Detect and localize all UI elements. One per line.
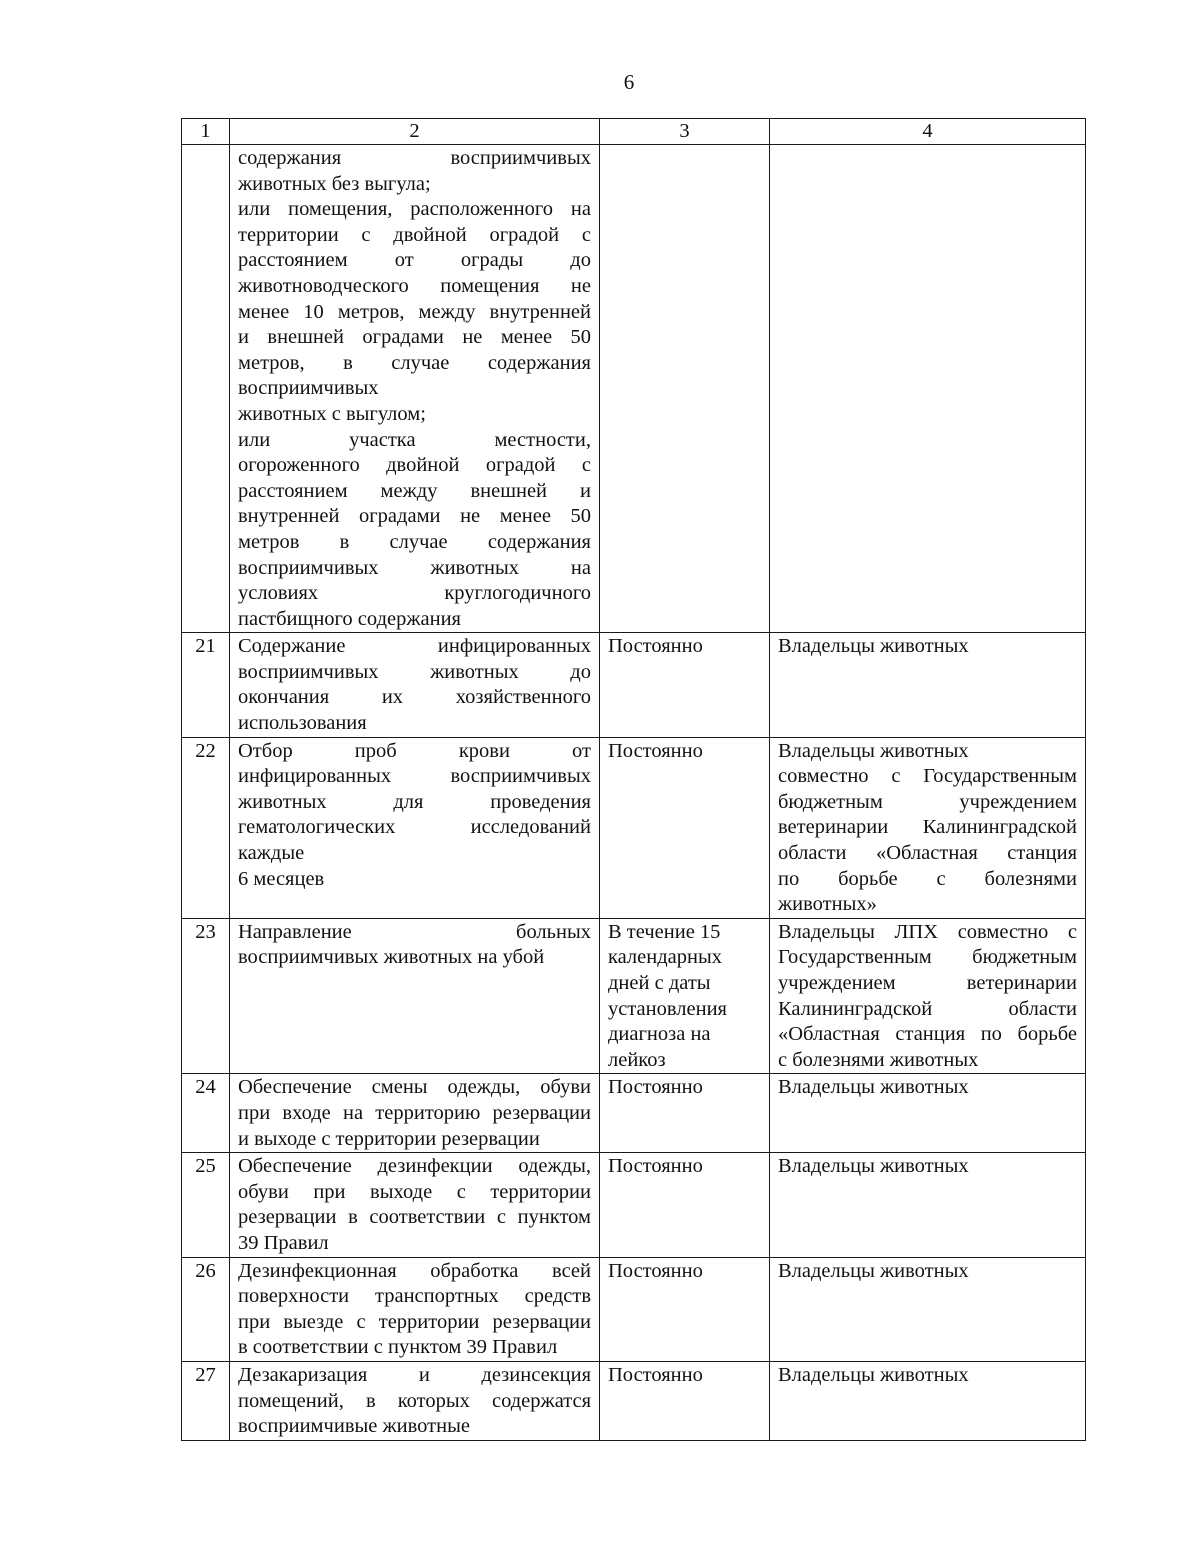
measure-text-line: Содержание инфицированных bbox=[238, 635, 591, 658]
responsible-cell-line: области «Областная станция bbox=[778, 842, 1077, 865]
term-cell-line: Постоянно bbox=[608, 1259, 703, 1282]
row-number bbox=[182, 145, 230, 633]
measure-text-line: помещений, в которых содержатся bbox=[238, 1389, 591, 1412]
measure-text-line: пастбищного содержания bbox=[238, 607, 461, 630]
measure-text-line: гематологических исследований bbox=[238, 816, 591, 839]
row-number: 25 bbox=[182, 1153, 230, 1257]
measure-text bbox=[230, 918, 600, 1074]
responsible-cell-line: Владельцы животных bbox=[778, 1259, 969, 1282]
measure-text-line: каждые bbox=[238, 842, 305, 865]
measure-text-line: 6 месяцев bbox=[238, 867, 325, 890]
row-number: 24 bbox=[182, 1074, 230, 1153]
responsible-cell bbox=[770, 1153, 1086, 1257]
measure-text-line: резервации в соответствии с пунктом bbox=[238, 1206, 591, 1229]
term-cell-line: лейкоз bbox=[608, 1048, 666, 1071]
responsible-cell-line: Владельцы животных bbox=[778, 1155, 969, 1178]
responsible-cell-line: бюджетным учреждением bbox=[778, 790, 1077, 813]
measure-text-line: при выезде с территории резервации bbox=[238, 1310, 591, 1333]
measure-text-line: менее 10 метров, между внутренней bbox=[238, 300, 591, 323]
measure-text-line: использования bbox=[238, 712, 367, 735]
term-cell-line: Постоянно bbox=[608, 1155, 703, 1178]
measure-text-line: Отбор проб крови от bbox=[238, 739, 591, 762]
table-row bbox=[182, 1257, 1086, 1361]
term-cell bbox=[600, 918, 770, 1074]
measure-text-line: обуви при выходе с территории bbox=[238, 1180, 591, 1203]
term-cell bbox=[600, 1361, 770, 1440]
measure-text bbox=[230, 1153, 600, 1257]
responsible-cell-line: «Областная станция по борьбе bbox=[778, 1023, 1077, 1046]
measure-text-line: метров, в случае содержания bbox=[238, 351, 591, 374]
measure-text-line: условиях круглогодичного bbox=[238, 582, 591, 605]
term-cell-line: В течение 15 bbox=[608, 920, 721, 943]
measure-text-line: Обеспечение дезинфекции одежды, bbox=[238, 1155, 591, 1178]
responsible-cell-line: ветеринарии Калининградской bbox=[778, 816, 1077, 839]
measure-text-line: и выходе с территории резервации bbox=[238, 1127, 540, 1150]
header-col-1: 1 bbox=[182, 119, 230, 145]
measure-text bbox=[230, 1074, 600, 1153]
measure-text bbox=[230, 1257, 600, 1361]
row-number: 21 bbox=[182, 633, 230, 737]
responsible-cell-line: Владельцы животных bbox=[778, 1363, 969, 1386]
measure-text bbox=[230, 633, 600, 737]
measure-text-line: или помещения, расположенного на bbox=[238, 198, 591, 221]
table-header-row bbox=[182, 119, 1086, 145]
table-row bbox=[182, 1361, 1086, 1440]
measure-text-line: поверхности транспортных средств bbox=[238, 1285, 591, 1308]
measure-text-line: метров в случае содержания bbox=[238, 530, 591, 553]
measure-text bbox=[230, 737, 600, 918]
table-row bbox=[182, 633, 1086, 737]
measure-text-line: огороженного двойной оградой с bbox=[238, 454, 591, 477]
responsible-cell-line: Владельцы животных bbox=[778, 1076, 969, 1099]
measure-text-line: Дезинфекционная обработка всей bbox=[238, 1259, 591, 1282]
measure-text bbox=[230, 145, 600, 633]
measure-text-line: 39 Правил bbox=[238, 1231, 329, 1254]
measure-text-line: расстоянием между внешней и bbox=[238, 479, 591, 502]
responsible-cell-line: Владельцы ЛПХ совместно с bbox=[778, 920, 1077, 943]
responsible-cell-line: Государственным бюджетным bbox=[778, 946, 1077, 969]
measure-text-line: Дезакаризация и дезинсекция bbox=[238, 1363, 591, 1386]
responsible-cell-line: по борьбе с болезнями bbox=[778, 867, 1077, 890]
measure-text-line: инфицированных восприимчивых bbox=[238, 765, 591, 788]
term-cell-line: Постоянно bbox=[608, 739, 703, 762]
measure-text-line: восприимчивых bbox=[238, 377, 379, 400]
table-row bbox=[182, 737, 1086, 918]
term-cell-line: дней с даты bbox=[608, 972, 711, 994]
responsible-cell-line: Калининградской области bbox=[778, 997, 1077, 1020]
term-cell bbox=[600, 145, 770, 633]
responsible-cell bbox=[770, 633, 1086, 737]
term-cell-line: календарных bbox=[608, 946, 723, 969]
term-cell bbox=[600, 633, 770, 737]
measure-text-line: восприимчивые животные bbox=[238, 1415, 470, 1438]
term-cell-line: диагноза на bbox=[608, 1023, 711, 1046]
term-cell-line: установления bbox=[608, 997, 727, 1020]
measure-text-line: животных для проведения bbox=[238, 790, 591, 813]
measure-text-line: животноводческого помещения не bbox=[238, 274, 591, 297]
measure-text-line: содержания восприимчивых bbox=[238, 147, 591, 169]
row-number: 26 bbox=[182, 1257, 230, 1361]
term-cell bbox=[600, 737, 770, 918]
table-row bbox=[182, 1074, 1086, 1153]
responsible-cell-line: с болезнями животных bbox=[778, 1048, 979, 1071]
table-row bbox=[182, 1153, 1086, 1257]
responsible-cell bbox=[770, 918, 1086, 1074]
row-number: 27 bbox=[182, 1361, 230, 1440]
header-col-3: 3 bbox=[600, 119, 770, 145]
responsible-cell bbox=[770, 1257, 1086, 1361]
responsible-cell-line: совместно с Государственным bbox=[778, 765, 1077, 788]
responsible-cell-line: животных» bbox=[778, 893, 877, 916]
measures-table bbox=[181, 118, 1086, 1441]
header-col-4: 4 bbox=[770, 119, 1086, 145]
measure-text-line: и внешней оградами не менее 50 bbox=[238, 326, 591, 349]
responsible-cell-line: Владельцы животных bbox=[778, 739, 969, 762]
measure-text-line: восприимчивых животных на убой bbox=[238, 946, 545, 969]
measure-text-line: или участка местности, bbox=[238, 428, 591, 451]
term-cell bbox=[600, 1153, 770, 1257]
measure-text-line: Направление больных bbox=[238, 920, 591, 943]
responsible-cell-line: учреждением ветеринарии bbox=[778, 972, 1077, 994]
measure-text-line: животных с выгулом; bbox=[238, 402, 426, 425]
measure-text-line: расстоянием от ограды до bbox=[238, 249, 591, 272]
page-number: 6 bbox=[623, 70, 635, 94]
measure-text bbox=[230, 1361, 600, 1440]
responsible-cell bbox=[770, 1361, 1086, 1440]
term-cell-line: Постоянно bbox=[608, 1363, 703, 1386]
measure-text-line: в соответствии с пунктом 39 Правил bbox=[238, 1336, 558, 1359]
term-cell-line: Постоянно bbox=[608, 635, 703, 658]
responsible-cell bbox=[770, 737, 1086, 918]
responsible-cell-line: Владельцы животных bbox=[778, 635, 969, 658]
measure-text-line: восприимчивых животных до bbox=[238, 660, 591, 683]
header-col-2: 2 bbox=[230, 119, 600, 145]
responsible-cell bbox=[770, 1074, 1086, 1153]
measure-text-line: окончания их хозяйственного bbox=[238, 686, 591, 709]
measure-text-line: Обеспечение смены одежды, обуви bbox=[238, 1076, 591, 1099]
row-number: 22 bbox=[182, 737, 230, 918]
responsible-cell bbox=[770, 145, 1086, 633]
term-cell bbox=[600, 1074, 770, 1153]
table-row-continuation bbox=[182, 145, 1086, 633]
term-cell bbox=[600, 1257, 770, 1361]
measure-text-line: внутренней оградами не менее 50 bbox=[238, 505, 591, 528]
term-cell-line: Постоянно bbox=[608, 1076, 703, 1099]
measure-text-line: животных без выгула; bbox=[238, 172, 431, 195]
table-row bbox=[182, 918, 1086, 1074]
measure-text-line: восприимчивых животных на bbox=[238, 556, 591, 579]
measure-text-line: при входе на территорию резервации bbox=[238, 1101, 591, 1124]
row-number: 23 bbox=[182, 918, 230, 1074]
measure-text-line: территории с двойной оградой с bbox=[238, 223, 591, 246]
